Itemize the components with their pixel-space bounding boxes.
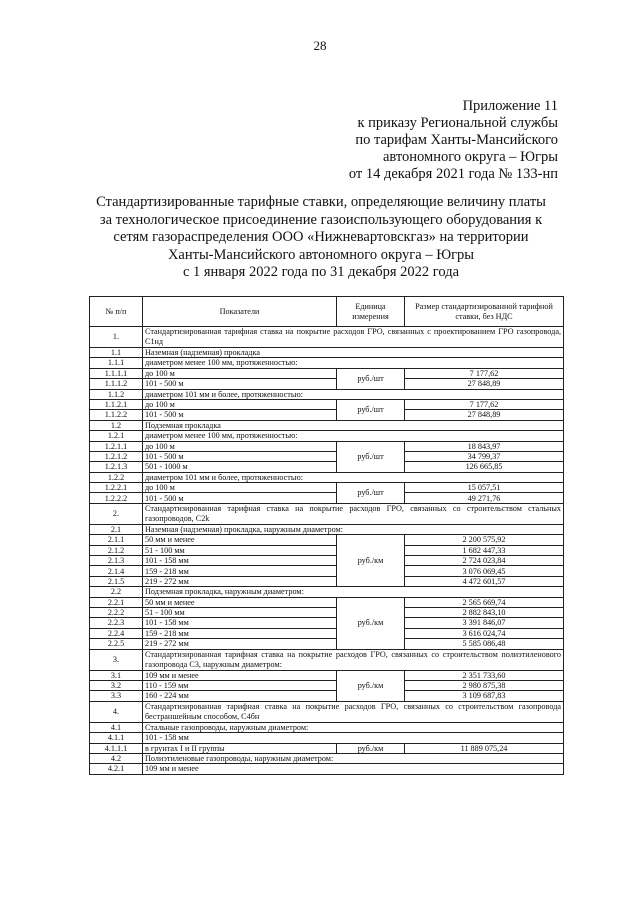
table-row (90, 556, 564, 566)
table-row (90, 566, 564, 576)
table-row (90, 327, 564, 348)
row-unit: руб./км (337, 535, 405, 587)
row-indicator: Стандартизированная тарифная ставка на покрытие расходов ГРО, связанных со строительством стальных газопроводов, С2k (143, 503, 564, 524)
row-indicator: 109 мм и менее (143, 670, 337, 680)
row-number: 3.2 (90, 680, 143, 690)
table-row (90, 462, 564, 472)
appendix-line: по тарифам Ханты-Мансийского (355, 132, 558, 148)
header-rate: Размер стандартизированной тарифной ставки, без НДС (405, 297, 564, 327)
row-rate-value: 34 799,37 (405, 451, 564, 461)
row-rate-value: 18 843,97 (405, 441, 564, 451)
table-row (90, 389, 564, 399)
table-row (90, 618, 564, 628)
table-row (90, 379, 564, 389)
table-row (90, 545, 564, 555)
row-rate-value: 2 200 575,92 (405, 535, 564, 545)
row-indicator: 101 - 158 мм (143, 733, 564, 743)
table-row (90, 441, 564, 451)
row-rate-value: 7 177,62 (405, 399, 564, 409)
row-indicator: 51 - 100 мм (143, 607, 337, 617)
table-row (90, 576, 564, 586)
table-row (90, 733, 564, 743)
row-rate-value: 27 848,89 (405, 379, 564, 389)
row-indicator: Стандартизированная тарифная ставка на покрытие расходов ГРО, связанных со строительством полиэтиленового газопровода С3, наружным диаметром: (143, 649, 564, 670)
row-indicator: 101 - 500 м (143, 379, 337, 389)
row-indicator: Стандартизированная тарифная ставка на покрытие расходов ГРО, связанных со строительством газопровода бестраншейным способом, С4бн (143, 701, 564, 722)
row-indicator: диаметром 101 мм и более, протяженностью: (143, 472, 564, 482)
row-rate-value: 3 391 846,07 (405, 618, 564, 628)
row-number: 2.2.1 (90, 597, 143, 607)
row-unit: руб./км (337, 670, 405, 701)
row-number: 2.1.2 (90, 545, 143, 555)
row-number: 4.1 (90, 722, 143, 732)
row-rate-value: 1 682 447,33 (405, 545, 564, 555)
row-number: 4.1.1 (90, 733, 143, 743)
row-indicator: 159 - 218 мм (143, 566, 337, 576)
row-number: 2.1 (90, 524, 143, 534)
row-rate-value: 2 980 875,38 (405, 680, 564, 690)
table-header-row (90, 297, 564, 327)
row-indicator: 101 - 500 м (143, 493, 337, 503)
row-rate-value: 49 271,76 (405, 493, 564, 503)
row-indicator: 110 - 159 мм (143, 680, 337, 690)
row-indicator: 219 - 272 мм (143, 639, 337, 649)
title-line: с 1 января 2022 года по 31 декабря 2022 года (182, 264, 460, 280)
table-row (90, 472, 564, 482)
row-number: 2.2.2 (90, 607, 143, 617)
row-indicator: до 100 м (143, 483, 337, 493)
row-number: 2.2 (90, 587, 143, 597)
table-row (90, 639, 564, 649)
row-number: 1.2.1.1 (90, 441, 143, 451)
appendix-line: автономного округа – Югры (382, 149, 558, 165)
appendix-line: Приложение 11 (462, 98, 558, 114)
row-indicator: 501 - 1000 м (143, 462, 337, 472)
table-row (90, 722, 564, 732)
row-number: 2.1.4 (90, 566, 143, 576)
row-unit: руб./шт (337, 368, 405, 389)
table-row (90, 368, 564, 378)
row-indicator: диаметром 101 мм и более, протяженностью: (143, 389, 564, 399)
row-rate-value: 15 057,51 (405, 483, 564, 493)
row-indicator: 101 - 158 мм (143, 556, 337, 566)
row-number: 1. (90, 327, 143, 348)
row-indicator: диаметром менее 100 мм, протяженностью: (143, 431, 564, 441)
row-number: 1.1.1.1 (90, 368, 143, 378)
row-unit: руб./шт (337, 399, 405, 420)
row-number: 1.2 (90, 420, 143, 430)
row-indicator: до 100 м (143, 441, 337, 451)
appendix-line: к приказу Региональной службы (357, 115, 558, 131)
table-row (90, 420, 564, 430)
row-rate-value: 4 472 601,57 (405, 576, 564, 586)
row-indicator: 50 мм и менее (143, 597, 337, 607)
row-indicator: Стальные газопроводы, наружным диаметром: (143, 722, 564, 732)
tariff-table (89, 296, 564, 775)
table-row (90, 764, 564, 774)
row-number: 2. (90, 503, 143, 524)
row-number: 1.2.2 (90, 472, 143, 482)
table-row (90, 670, 564, 680)
table-row (90, 587, 564, 597)
row-indicator: Полиэтиленовые газопроводы, наружным диаметром: (143, 753, 564, 763)
row-indicator: 160 - 224 мм (143, 691, 337, 701)
row-number: 1.2.2.2 (90, 493, 143, 503)
row-indicator: 101 - 500 м (143, 410, 337, 420)
row-number: 2.1.3 (90, 556, 143, 566)
table-row (90, 524, 564, 534)
row-number: 4. (90, 701, 143, 722)
header-indicators: Показатели (143, 297, 337, 327)
title-line: Ханты-Мансийского автономного округа – Югры (167, 246, 475, 263)
header-number: № п/п (90, 297, 143, 327)
row-number: 1.1.1.2 (90, 379, 143, 389)
row-number: 1.1.2.1 (90, 399, 143, 409)
row-number: 2.1.1 (90, 535, 143, 545)
row-unit: руб./шт (337, 441, 405, 472)
row-rate-value: 3 109 687,83 (405, 691, 564, 701)
row-indicator: 219 - 272 мм (143, 576, 337, 586)
row-rate-value: 27 848,89 (405, 410, 564, 420)
row-indicator: 159 - 218 мм (143, 628, 337, 638)
row-number: 4.1.1.1 (90, 743, 143, 753)
table-row (90, 649, 564, 670)
row-number: 3. (90, 649, 143, 670)
row-rate-value: 2 724 023,84 (405, 556, 564, 566)
appendix-line: от 14 декабря 2021 года № 133-нп (348, 166, 558, 182)
row-rate-value: 3 616 024,74 (405, 628, 564, 638)
table-row (90, 743, 564, 753)
row-rate-value: 7 177,62 (405, 368, 564, 378)
table-row (90, 691, 564, 701)
row-number: 1.2.2.1 (90, 483, 143, 493)
row-rate-value: 2 565 669,74 (405, 597, 564, 607)
table-row (90, 410, 564, 420)
row-indicator: Подземная прокладка (143, 420, 564, 430)
row-unit: руб./км (337, 597, 405, 649)
row-unit: руб./шт (337, 483, 405, 504)
title-line: сетям газораспределения ООО «Нижневартовскгаз» на территории (113, 229, 529, 245)
table-row (90, 680, 564, 690)
table-row (90, 348, 564, 358)
table-row (90, 753, 564, 763)
document-title (80, 194, 562, 282)
row-indicator: 51 - 100 мм (143, 545, 337, 555)
table-row (90, 597, 564, 607)
row-rate-value: 2 882 843,10 (405, 607, 564, 617)
header-unit: Единица измерения (337, 297, 405, 327)
row-rate-value: 11 889 075,24 (405, 743, 564, 753)
row-number: 1.1.1 (90, 358, 143, 368)
row-rate-value: 2 351 733,60 (405, 670, 564, 680)
row-indicator: до 100 м (143, 399, 337, 409)
row-indicator: до 100 м (143, 368, 337, 378)
table-row (90, 431, 564, 441)
row-indicator: диаметром менее 100 мм, протяженностью: (143, 358, 564, 368)
page-number: 28 (313, 38, 327, 53)
table-row (90, 607, 564, 617)
table-row (90, 701, 564, 722)
row-number: 1.1 (90, 348, 143, 358)
table-row (90, 503, 564, 524)
row-indicator: в грунтах I и II группы (143, 743, 337, 753)
row-indicator: Наземная (надземная) прокладка (143, 348, 564, 358)
title-line: Стандартизированные тарифные ставки, определяющие величину платы (96, 194, 546, 210)
row-number: 1.1.2 (90, 389, 143, 399)
row-number: 3.1 (90, 670, 143, 680)
row-indicator: Наземная (надземная) прокладка, наружным диаметром: (143, 524, 564, 534)
row-indicator: 109 мм и менее (143, 764, 564, 774)
row-number: 2.2.3 (90, 618, 143, 628)
row-number: 3.3 (90, 691, 143, 701)
row-number: 1.2.1.2 (90, 451, 143, 461)
row-unit: руб./км (337, 743, 405, 753)
table-row (90, 358, 564, 368)
row-indicator: Стандартизированная тарифная ставка на покрытие расходов ГРО, связанных с проектированием ГРО газопровода, С1нд (143, 327, 564, 348)
row-number: 1.2.1 (90, 431, 143, 441)
table-body (90, 327, 564, 775)
table-row (90, 535, 564, 545)
row-rate-value: 126 665,85 (405, 462, 564, 472)
table-row (90, 399, 564, 409)
row-rate-value: 5 585 086,48 (405, 639, 564, 649)
table-row (90, 483, 564, 493)
row-number: 4.2.1 (90, 764, 143, 774)
row-number: 1.1.2.2 (90, 410, 143, 420)
table-row (90, 628, 564, 638)
title-line: за технологическое присоединение газоиспользующего оборудования к (99, 211, 543, 228)
row-number: 1.2.1.3 (90, 462, 143, 472)
row-number: 2.2.5 (90, 639, 143, 649)
row-indicator: Подземная прокладка, наружным диаметром: (143, 587, 564, 597)
table-row (90, 493, 564, 503)
row-rate-value: 3 076 069,45 (405, 566, 564, 576)
row-number: 2.1.5 (90, 576, 143, 586)
row-number: 2.2.4 (90, 628, 143, 638)
row-indicator: 101 - 158 мм (143, 618, 337, 628)
row-indicator: 101 - 500 м (143, 451, 337, 461)
table-row (90, 451, 564, 461)
row-number: 4.2 (90, 753, 143, 763)
appendix-block (298, 98, 558, 183)
row-indicator: 50 мм и менее (143, 535, 337, 545)
